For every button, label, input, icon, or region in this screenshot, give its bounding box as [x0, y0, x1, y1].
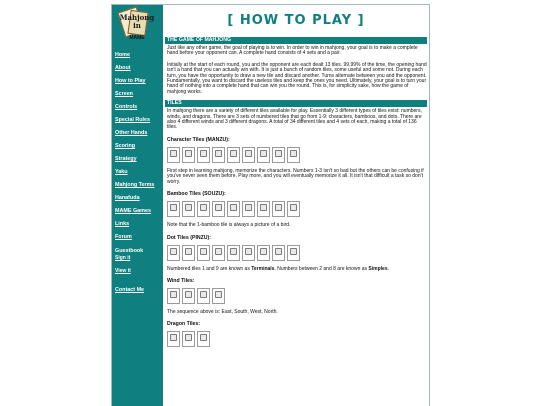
simples-term: Simples	[368, 265, 388, 272]
game-paragraph-2: Initially at the start of each round, you and the opponent are each dealt 13 tiles. 99.99% of the time, the opening hand isn't a hand that you can actually win with. It is just a bunch of random tiles, some useful and some not. During each turn, you have the opportunity to draw a new tile and discard another. Turns alternate between you and the opponent. Fundamentally, you want to discard the useless tiles and keep the ones you need. Ultimately, your goal is to turn your hand of nothing into a complete hand that can win you the round. This is, for simplicity sake, how the game of mahjong works.	[167, 61, 427, 95]
nav-special-rules[interactable]: Special Rules	[115, 117, 151, 123]
broken-image-icon	[287, 147, 300, 163]
broken-image-icon	[212, 245, 225, 261]
dragon-label: Dragon Tiles:	[167, 321, 201, 328]
broken-image-icon	[272, 147, 285, 163]
page-frame	[111, 4, 430, 406]
dragon-tiles	[167, 331, 427, 347]
broken-image-icon	[212, 201, 225, 217]
nav-about[interactable]: About	[115, 65, 131, 71]
broken-image-icon	[227, 201, 240, 217]
broken-image-icon	[197, 201, 210, 217]
section-heading-tiles: TILES	[165, 100, 427, 107]
broken-image-icon	[167, 201, 180, 217]
nav-strategy[interactable]: Strategy	[115, 156, 137, 162]
souzu-note: Note that the 1-bamboo tile is always a picture of a bird.	[167, 222, 291, 229]
broken-image-icon	[167, 245, 180, 261]
main-content	[165, 5, 427, 347]
souzu-label: Bamboo Tiles (SOUZU):	[167, 191, 226, 198]
nav-hanafuda[interactable]: Hanafuda	[115, 195, 140, 201]
site-logo[interactable]	[115, 6, 159, 44]
nav-controls[interactable]: Controls	[115, 104, 138, 110]
nav-links[interactable]: Links	[115, 221, 130, 227]
broken-image-icon	[197, 147, 210, 163]
sidebar	[112, 5, 163, 406]
logo-subtext: MAME	[129, 35, 145, 41]
manzu-label: Character Tiles (MANZU):	[167, 136, 230, 143]
broken-image-icon	[212, 147, 225, 163]
broken-image-icon	[272, 245, 285, 261]
nav-other-hands[interactable]: Other Hands	[115, 130, 148, 136]
nav-contact[interactable]: Contact Me	[115, 287, 145, 293]
manzu-note: First step in learning mahjong, memorize the characters. Numbers 1-3 isn't so bad but the others can be confusing if you've never seen them before. Play more, and you will eventually memorize it all. It isn't that difficult a task so don't worry.	[167, 167, 424, 185]
guestbook-label: Guestbook	[115, 248, 144, 254]
wind-label: Wind Tiles:	[167, 277, 195, 284]
souzu-tiles	[167, 201, 427, 217]
broken-image-icon	[182, 288, 195, 304]
wind-note: The sequence above is: East, South, West, North.	[167, 308, 278, 315]
terminals-term: Terminals	[251, 265, 275, 272]
page-title: [ HOW TO PLAY ]	[227, 13, 365, 28]
guestbook-sign-link[interactable]: Sign it	[115, 255, 131, 261]
pinzu-tiles	[167, 245, 427, 261]
broken-image-icon	[182, 331, 195, 347]
broken-image-icon	[167, 147, 180, 163]
broken-image-icon	[272, 201, 285, 217]
section-heading-game: THE GAME OF MAHJONG	[165, 37, 427, 44]
broken-image-icon	[167, 331, 180, 347]
broken-image-icon	[197, 245, 210, 261]
broken-image-icon	[242, 245, 255, 261]
game-paragraph-1: Just like any other game, the goal of playing is to win. In order to win in mahjong, your goal is to make a complete hand before your opponent can. A complete hand consists of 4 sets and a pair.	[167, 45, 418, 57]
broken-image-icon	[257, 245, 270, 261]
nav-mame-games[interactable]: MAME Games	[115, 208, 151, 214]
broken-image-icon	[257, 201, 270, 217]
broken-image-icon	[227, 147, 240, 163]
tiles-intro: In mahjong there are a variety of different tiles available for play. Essentially 3 different types of tiles exist: numbers, winds, and dragons. There are 3 sets of numbered tiles that go from 1-9: characters, bamboos, and dots. There are also 4 different winds and 3 different dragons. A total of 34 different tiles and 4 sets of each, making a total of 136 tiles.	[167, 108, 422, 131]
broken-image-icon	[182, 147, 195, 163]
nav-forum[interactable]: Forum	[115, 234, 132, 240]
broken-image-icon	[197, 288, 210, 304]
guestbook-view-link[interactable]: View it	[115, 268, 131, 274]
pinzu-note: Numbered tiles 1 and 9 are known as Terminals. Numbers between 2 and 8 are known as Simples.	[167, 265, 389, 272]
broken-image-icon	[242, 201, 255, 217]
nav-home[interactable]: Home	[115, 52, 130, 58]
broken-image-icon	[182, 201, 195, 217]
pinzu-label: Dot Tiles (PINZU):	[167, 234, 211, 241]
nav-scoring[interactable]: Scoring	[115, 143, 136, 149]
broken-image-icon	[257, 147, 270, 163]
broken-image-icon	[167, 288, 180, 304]
broken-image-icon	[182, 245, 195, 261]
logo-text: Mahjong in	[119, 13, 155, 30]
manzu-tiles	[167, 147, 427, 163]
nav-screen[interactable]: Screen	[115, 91, 133, 97]
sidebar-nav	[115, 51, 163, 299]
broken-image-icon	[287, 245, 300, 261]
broken-image-icon	[197, 331, 210, 347]
broken-image-icon	[212, 288, 225, 304]
nav-mahjong-terms[interactable]: Mahjong Terms	[115, 182, 155, 188]
broken-image-icon	[242, 147, 255, 163]
nav-how-to-play[interactable]: How to Play	[115, 78, 146, 84]
broken-image-icon	[287, 201, 300, 217]
broken-image-icon	[227, 245, 240, 261]
nav-yaku[interactable]: Yaku	[115, 169, 128, 175]
wind-tiles	[167, 288, 427, 304]
